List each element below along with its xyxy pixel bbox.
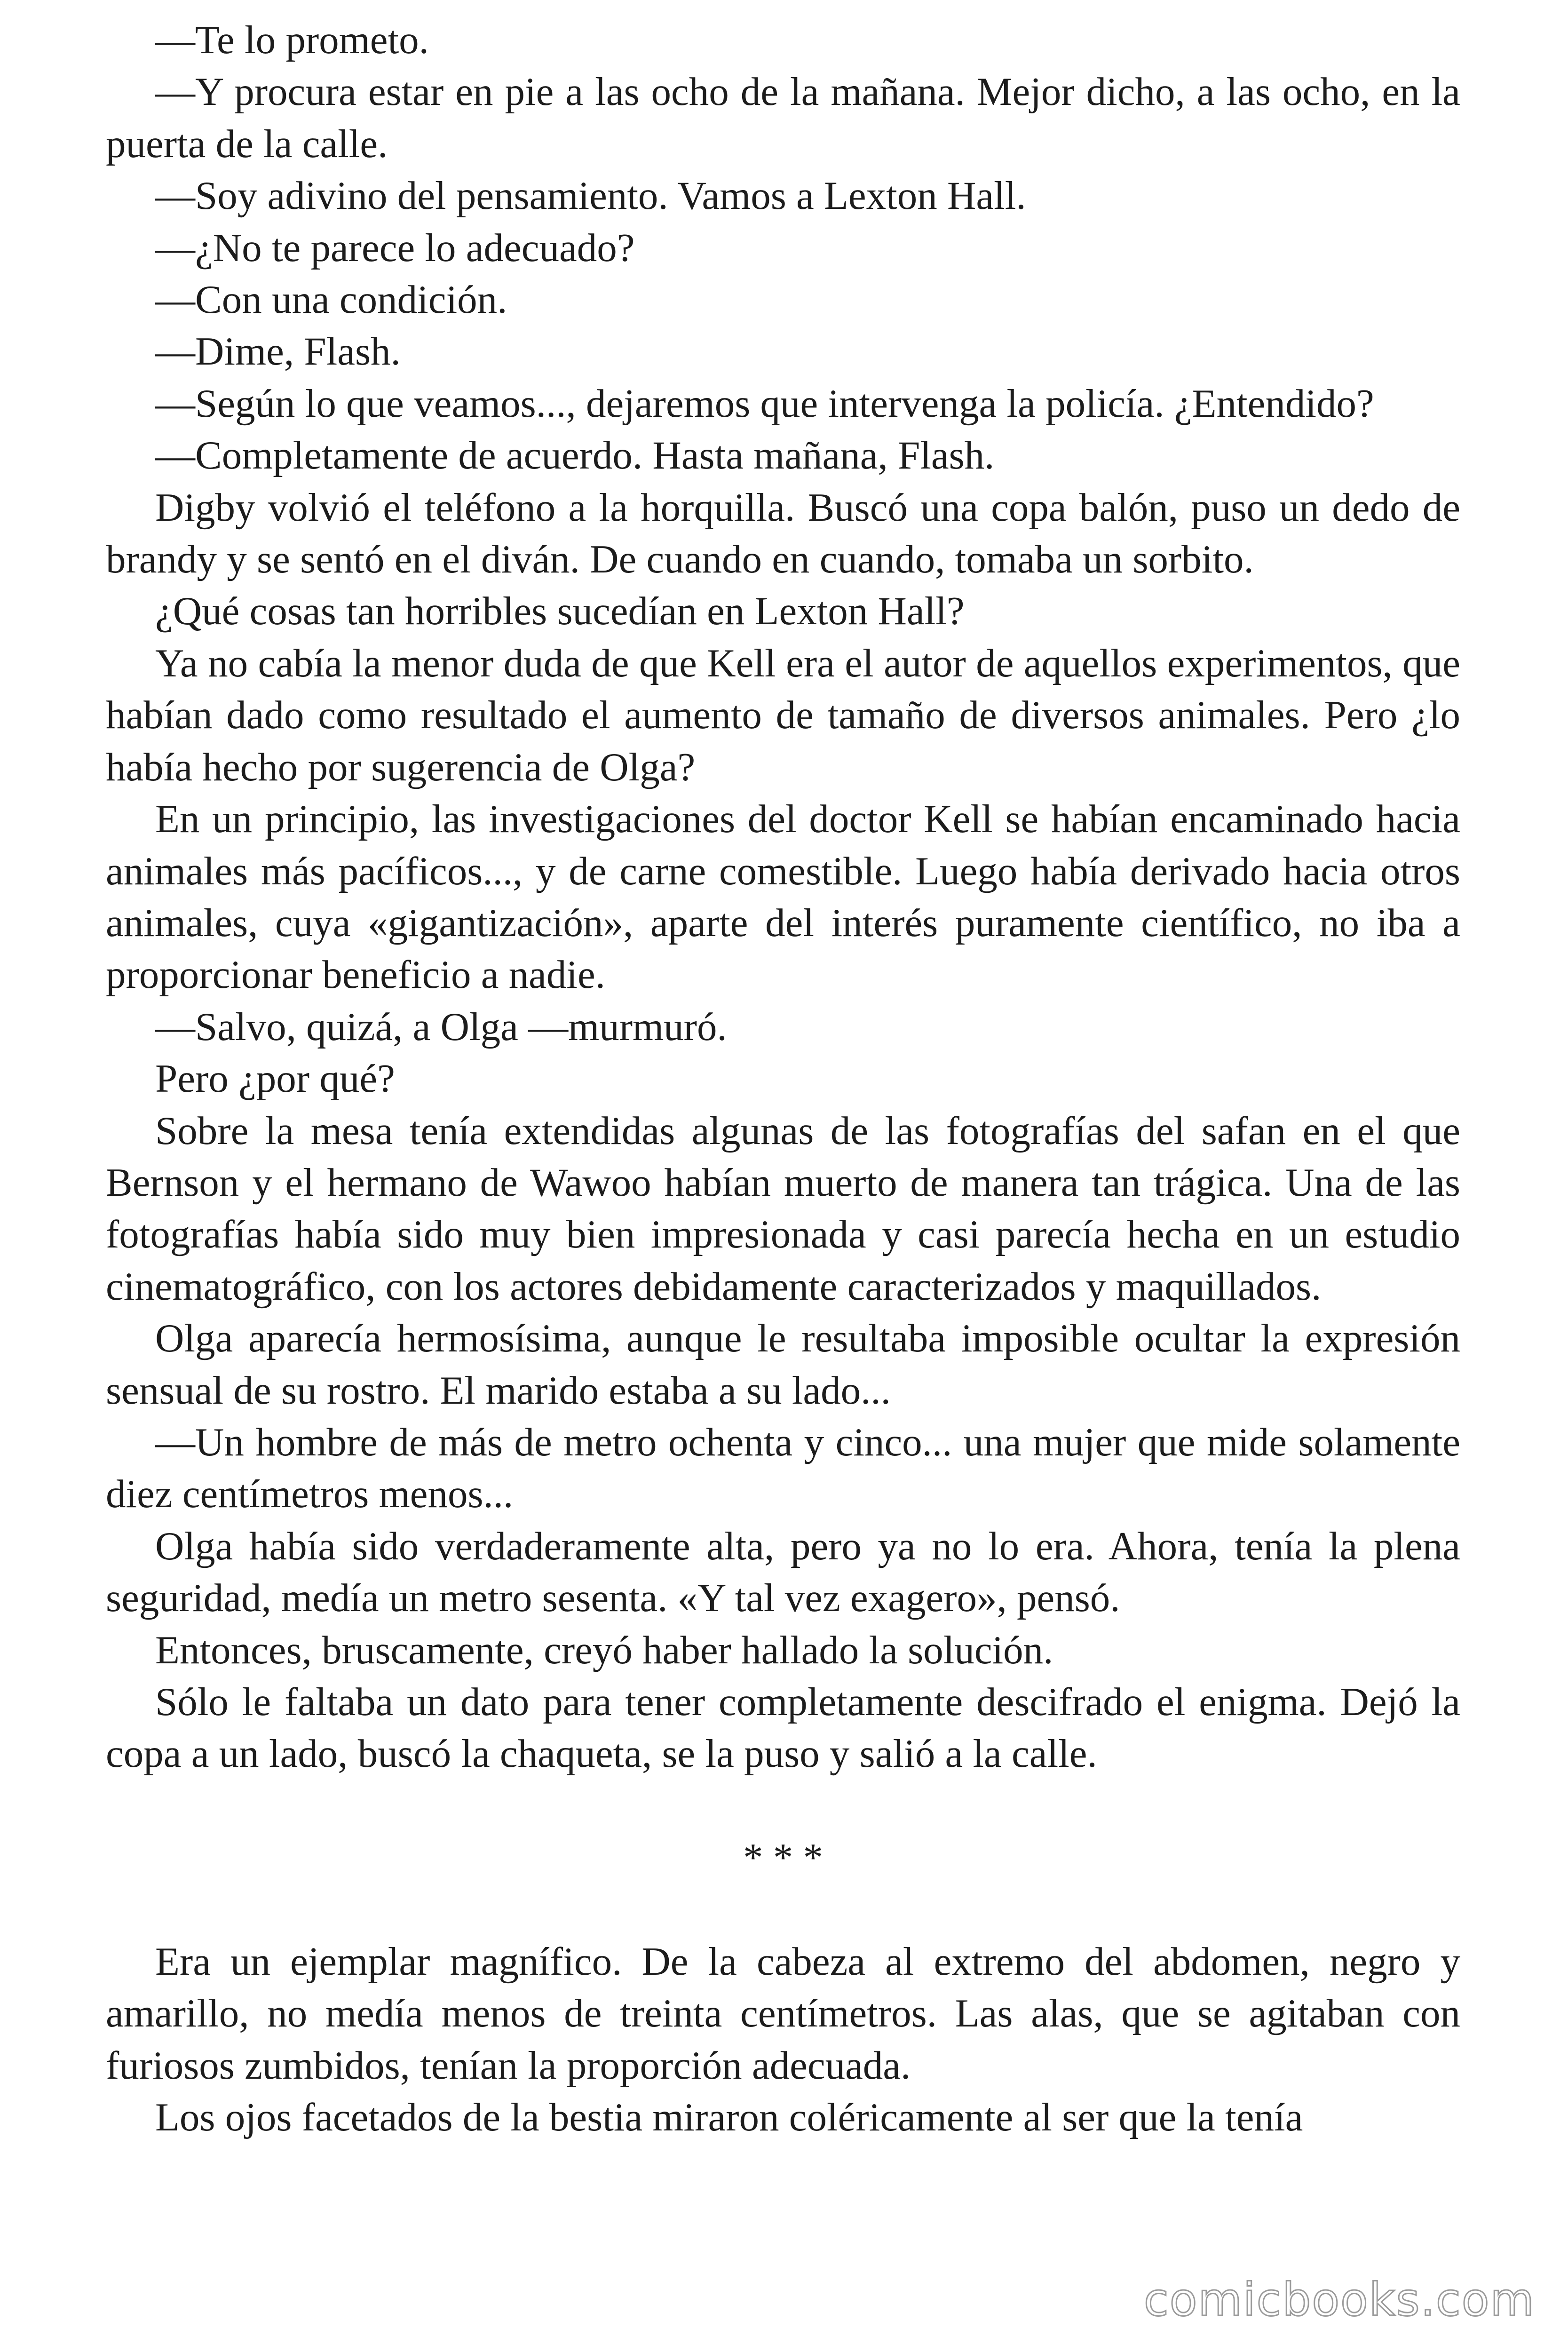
paragraph: Olga había sido verdaderamente alta, pero ya no lo era. Ahora, tenía la plena seguridad, medía un metro sesenta. «Y tal vez exagero», pensó. (106, 1524, 1460, 1621)
paragraph: En un principio, las investigaciones del doctor Kell se habían encaminado hacia animales más pacíficos..., y de carne comestible. Luego había derivado hacia otros animales, cuya «gigantización», aparte del interés puramente científico, no iba a proporcionar beneficio a nadie. (106, 797, 1460, 997)
paragraph: Digby volvió el teléfono a la horquilla. Buscó una copa balón, puso un dedo de brandy y se sentó en el diván. De cuando en cuando, tomaba un sorbito. (106, 485, 1460, 582)
paragraph: —Soy adivino del pensamiento. Vamos a Lexton Hall. (155, 174, 1026, 218)
paragraph: ¿Qué cosas tan horribles sucedían en Lexton Hall? (155, 589, 965, 634)
paragraph: —Salvo, quizá, a Olga —murmuró. (155, 1004, 727, 1049)
paragraph: —Y procura estar en pie a las ocho de la mañana. Mejor dicho, a las ocho, en la puerta de la calle. (106, 70, 1460, 166)
paragraph: —Un hombre de más de metro ochenta y cinco... una mujer que mide solamente diez centímetros menos... (106, 1420, 1460, 1517)
body-text (106, 14, 1460, 2143)
separator-asterisks: * * * (743, 1835, 823, 1880)
paragraph: —Según lo que veamos..., dejaremos que intervenga la policía. ¿Entendido? (155, 381, 1374, 426)
paragraph: Olga aparecía hermosísima, aunque le resultaba imposible ocultar la expresión sensual de su rostro. El marido estaba a su lado... (106, 1316, 1460, 1413)
paragraph: Sólo le faltaba un dato para tener completamente descifrado el enigma. Dejó la copa a un lado, buscó la chaqueta, se la puso y salió a la calle. (106, 1680, 1460, 1776)
paragraph: —Completamente de acuerdo. Hasta mañana, Flash. (155, 433, 995, 478)
paragraph: —¿No te parece lo adecuado? (155, 225, 635, 270)
paragraph: —Te lo prometo. (155, 18, 429, 62)
paragraph: —Con una condición. (155, 278, 507, 322)
section-separator (106, 1780, 1460, 1936)
paragraph: Pero ¿por qué? (155, 1057, 395, 1101)
paragraph: Ya no cabía la menor duda de que Kell era el autor de aquellos experimentos, que habían dado como resultado el aumento de tamaño de diversos animales. Pero ¿lo había hecho por sugerencia de Olga? (106, 641, 1460, 789)
paragraph: Entonces, bruscamente, creyó haber hallado la solución. (155, 1628, 1053, 1672)
paragraph: Sobre la mesa tenía extendidas algunas de las fotografías del safan en el que Bernson y el hermano de Wawoo habían muerto de manera tan trágica. Una de las fotografías había sido muy bien impresionada y casi parecía hecha en un estudio cinematográfico, con los actores debidamente caracterizados y maquillados. (106, 1108, 1460, 1309)
paragraph: Era un ejemplar magnífico. De la cabeza al extremo del abdomen, negro y amarillo, no medía menos de treinta centímetros. Las alas, que se agitaban con furiosos zumbidos, tenían la proporción adecuada. (106, 1939, 1460, 2088)
paragraph: Los ojos facetados de la bestia miraron coléricamente al ser que la tenía (155, 2095, 1303, 2140)
watermark: comicbooks.com (1143, 2273, 1535, 2326)
paragraph: —Dime, Flash. (155, 329, 401, 374)
